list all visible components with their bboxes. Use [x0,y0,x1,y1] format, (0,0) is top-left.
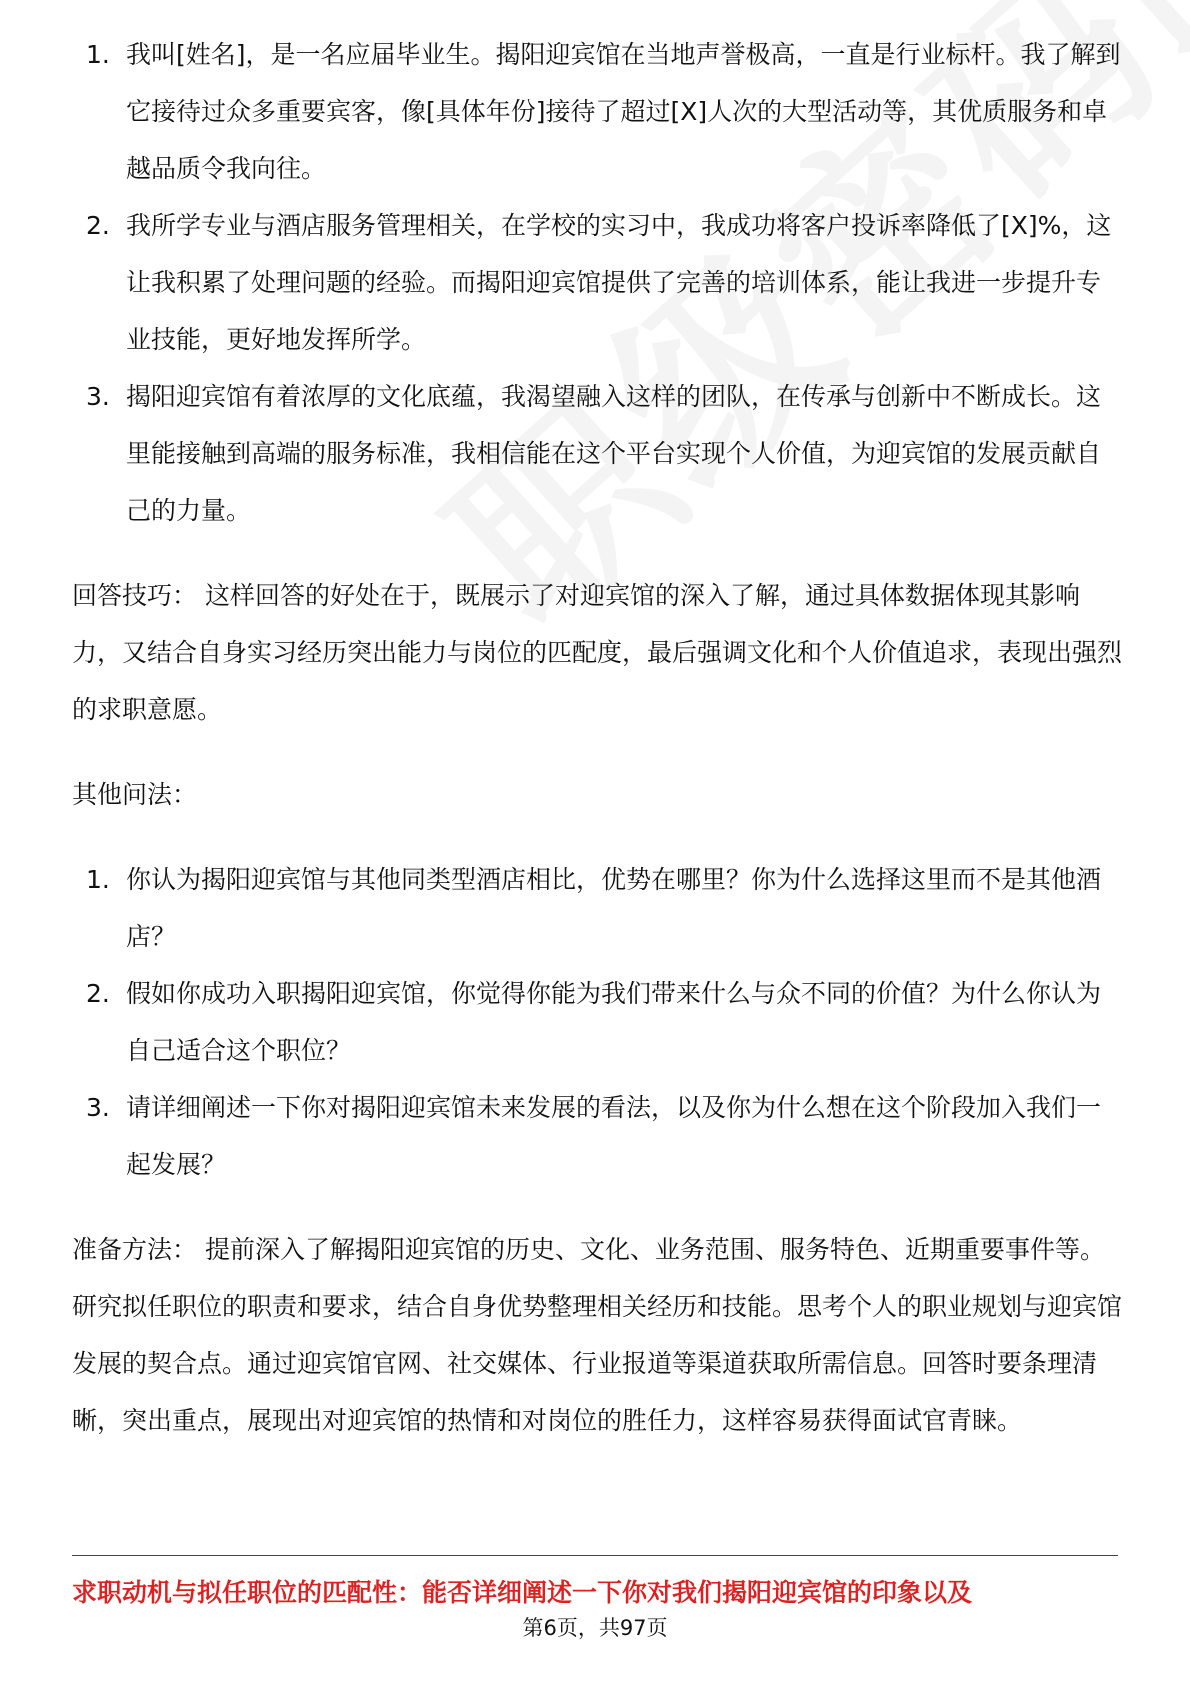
list-item [72,851,1122,965]
next-question-title: 求职动机与拟任职位的匹配性：能否详细阐述一下你对我们揭阳迎宾馆的印象以及 [72,1578,973,1607]
answer-list [72,26,1122,539]
list-text: 你认为揭阳迎宾馆与其他同类型酒店相比，优势在哪里？你为什么选择这里而不是其他酒店？ [126,865,1102,951]
list-item [72,26,1122,197]
list-text: 我叫[姓名]，是一名应届毕业生。揭阳迎宾馆在当地声誉极高，一直是行业标杆。我了解到它接待过众多重要宾客，像[具体年份]接待了超过[X]人次的大型活动等，其优质服务和卓越品质令我向往。 [126,40,1121,183]
list-item [72,1079,1122,1193]
page-number: 第6页，共97页 [522,1616,668,1640]
footer-divider [72,1555,1118,1556]
other-questions-heading: 其他问法： [72,780,198,809]
list-item [72,197,1122,368]
list-item [72,965,1122,1079]
list-number: 2. [86,211,110,240]
list-number: 1. [86,865,110,894]
list-number: 1. [86,40,110,69]
list-number: 3. [86,1093,110,1122]
list-text: 请详细阐述一下你对揭阳迎宾馆未来发展的看法，以及你为什么想在这个阶段加入我们一起发展？ [126,1093,1102,1179]
list-text: 我所学专业与酒店服务管理相关，在学校的实习中，我成功将客户投诉率降低了[X]%，这让我积累了处理问题的经验。而揭阳迎宾馆提供了完善的培训体系，能让我进一步提升专业技能，更好地发挥所学。 [126,211,1112,354]
preparation-method: 准备方法： 提前深入了解揭阳迎宾馆的历史、文化、业务范围、服务特色、近期重要事件等。研究拟任职位的职责和要求，结合自身优势整理相关经历和技能。思考个人的职业规划与迎宾馆发展的契合点。通过迎宾馆官网、社交媒体、行业报道等渠道获取所需信息。回答时要条理清晰，突出重点，展现出对迎宾馆的热情和对岗位的胜任力，这样容易获得面试官青睐。 [72,1235,1123,1435]
list-number: 2. [86,979,110,1008]
page-content [72,26,1122,1449]
list-item [72,368,1122,539]
answer-tips: 回答技巧： 这样回答的好处在于，既展示了对迎宾馆的深入了解，通过具体数据体现其影响力，又结合自身实习经历突出能力与岗位的匹配度，最后强调文化和个人价值追求，表现出强烈的求职意愿。 [72,581,1123,724]
list-text: 假如你成功入职揭阳迎宾馆，你觉得你能为我们带来什么与众不同的价值？为什么你认为自己适合这个职位？ [126,979,1102,1065]
list-text: 揭阳迎宾馆有着浓厚的文化底蕴，我渴望融入这样的团队，在传承与创新中不断成长。这里能接触到高端的服务标准，我相信能在这个平台实现个人价值，为迎宾馆的发展贡献自己的力量。 [126,382,1102,525]
other-questions-list [72,851,1122,1193]
list-number: 3. [86,382,110,411]
